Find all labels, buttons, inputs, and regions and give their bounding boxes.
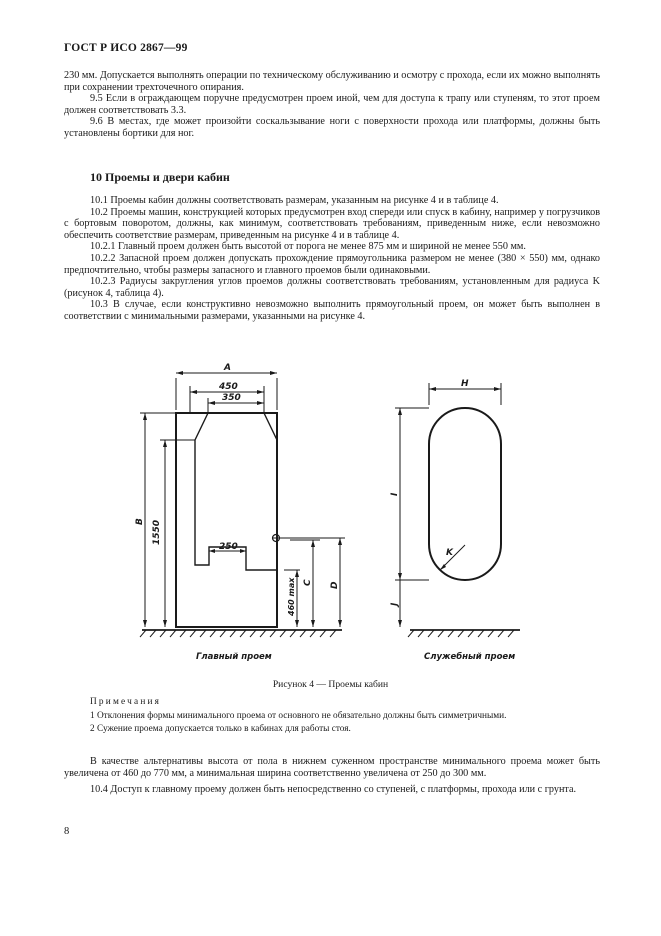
notes-heading: Примечания <box>90 697 162 707</box>
note-item: 1 Отклонения формы минимального проема от основного не обязательно должны быть симметричными. <box>90 711 507 721</box>
dim-250-label: 250 <box>219 542 238 552</box>
section-text-block <box>64 195 600 323</box>
dim-b-label: B <box>135 518 145 525</box>
paragraph: 10.2.2 Запасной проем должен допускать прохождение прямоугольника размером не менее (380 × 550) мм, однако предпочтительно, чтобы размеры запасного и главного проемов были одинаковыми. <box>64 252 600 276</box>
paragraph: 10.4 Доступ к главному проему должен быть непосредственно со ступеней, с платформы, прохода или с грунта. <box>90 784 577 796</box>
paragraph: 9.6 В местах, где может произойти соскальзывание ноги с поверхности прохода или платформы, должны быть установлены бортики для ног. <box>64 116 600 139</box>
dim-h-label: H <box>461 379 469 389</box>
dim-c-label: C <box>303 579 313 586</box>
main-opening-label: Главный проем <box>196 652 272 662</box>
floor-hatching-left <box>140 630 336 637</box>
standard-header: ГОСТ Р ИСО 2867—99 <box>64 42 188 54</box>
bottom-text-block <box>64 756 600 796</box>
cab-openings-figure <box>0 355 661 675</box>
dim-j-label: J <box>390 602 400 606</box>
dim-450-label: 450 <box>219 382 238 392</box>
dim-350-label: 350 <box>222 393 241 403</box>
section-title: 10 Проемы и двери кабин <box>90 170 230 184</box>
paragraph: 10.3 В случае, если конструктивно невозможно выполнить прямоугольный проем, он может быть выполнен в соответствии с минимальными размерами, указанными на рисунке 4. <box>64 299 600 322</box>
paragraph: 9.5 Если в ограждающем поручне предусмотрен проем иной, чем для доступа к трапу или ступеням, то этот проем должен соответствовать 3.3. <box>64 93 600 116</box>
paragraph: 230 мм. Допускается выполнять операции по техническому обслуживанию и осмотру с прохода, если их можно выполнять при сохранении трехточечного опирания. <box>64 70 600 93</box>
floor-hatching-right <box>408 630 514 637</box>
dim-460-label: 460 max <box>287 577 296 616</box>
paragraph: 10.2 Проемы машин, конструкцией которых предусмотрен вход спереди или спуск в кабину, например у погрузчиков с бортовым поворотом, должны, как минимум, соответствовать требованиям, приведенным ниже, если невозможно обеспечить соответствие размерам, приведенным на рисунке 4 и в таблице 4. <box>64 206 600 241</box>
emergency-opening-stadium <box>429 408 501 580</box>
dim-i-label: I <box>390 492 400 496</box>
paragraph: В качестве альтернативы высота от пола в нижнем суженном пространстве минимального проема может быть увеличена от 460 до 770 мм, а минимальная ширина соответственно увеличена от 250 до 300 мм. <box>64 756 600 779</box>
dim-1550-label: 1550 <box>152 519 162 545</box>
paragraph: 10.2.3 Радиусы закругления углов проемов должны соответствовать требованиям, установленным для радиуса K (рисунок 4, таблица 4). <box>64 276 600 299</box>
dim-d-label: D <box>330 581 340 589</box>
emergency-opening-label: Служебный проем <box>424 652 516 662</box>
paragraph: 10.2.1 Главный проем должен быть высотой от порога не менее 875 мм и шириной не менее 550 мм. <box>90 241 526 253</box>
figure-caption: Рисунок 4 — Проемы кабин <box>272 679 389 690</box>
dim-a-label: A <box>224 363 231 373</box>
dim-k-label: K <box>446 548 453 558</box>
page-number: 8 <box>64 826 70 837</box>
top-text-block <box>64 70 600 140</box>
note-item: 2 Сужение проема допускается только в кабинах для работы стоя. <box>90 724 351 734</box>
main-opening-frame <box>176 413 277 627</box>
paragraph: 10.1 Проемы кабин должны соответствовать размерам, указанным на рисунке 4 и в таблице 4. <box>90 195 499 206</box>
